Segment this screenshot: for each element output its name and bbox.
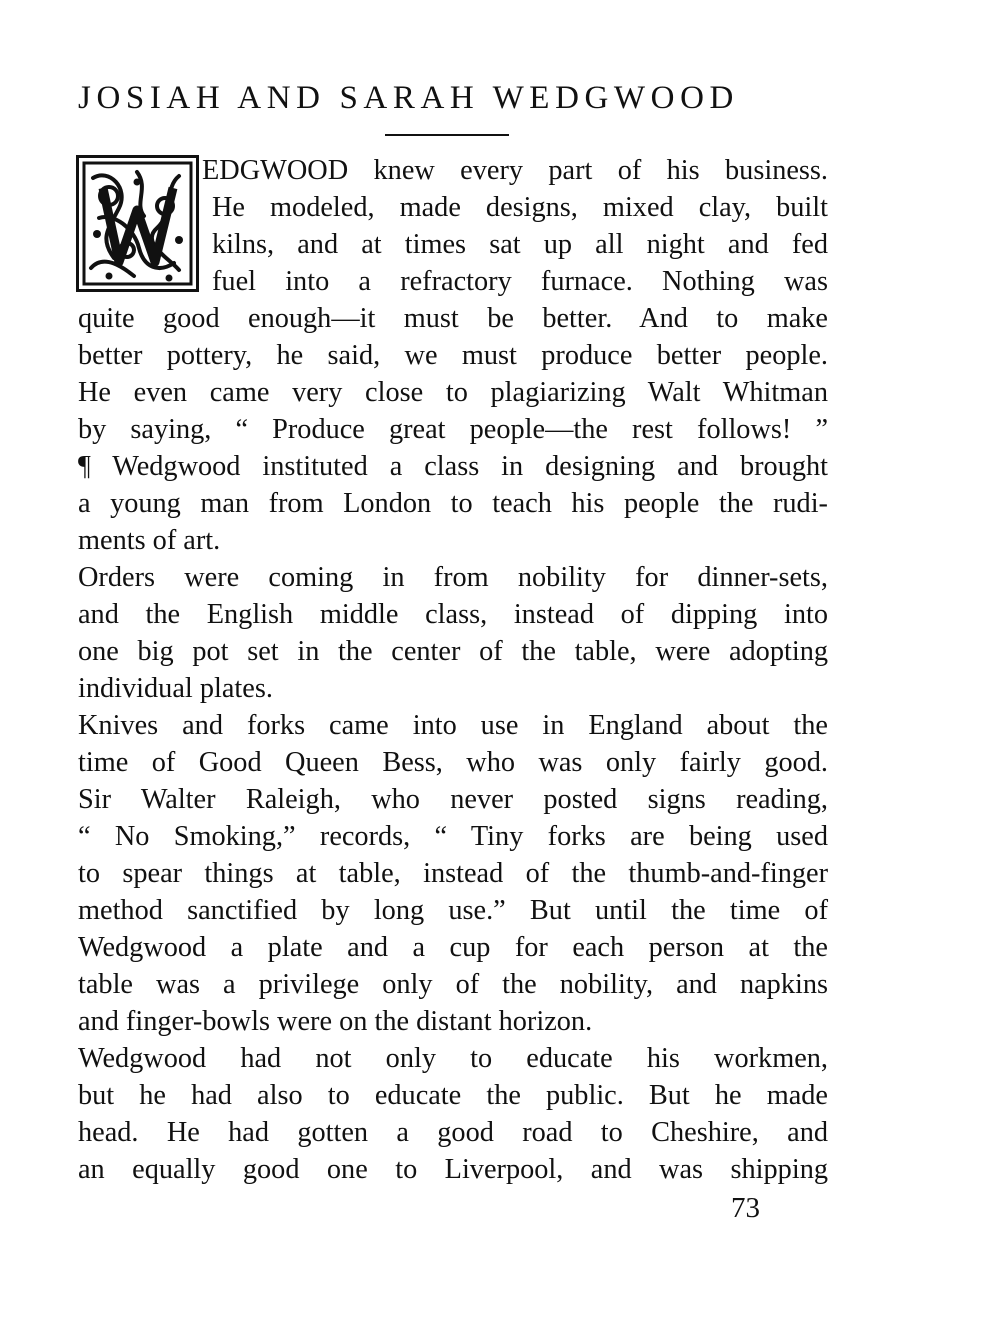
text-line: He even came very close to plagiarizing Walt Whitman <box>78 377 828 408</box>
text-line: Sir Walter Raleigh, who never posted signs reading, <box>78 784 828 815</box>
text-line: to spear things at table, instead of the thumb-and-finger <box>78 858 828 889</box>
text-line: by saying, “ Produce great people—the rest follows! ” <box>78 414 828 445</box>
text-line: Orders were coming in from nobility for dinner-sets, <box>78 562 828 593</box>
text-line: individual plates. <box>78 673 273 704</box>
title-rule <box>385 134 509 136</box>
text-line: but he had also to educate the public. But he made <box>78 1080 828 1111</box>
running-head: JOSIAH AND SARAH WEDGWOOD <box>78 80 739 116</box>
text-line: kilns, and at times sat up all night and fed <box>212 229 828 260</box>
text-line: an equally good one to Liverpool, and was shipping <box>78 1154 828 1185</box>
text-line: one big pot set in the center of the table, were adopting <box>78 636 828 667</box>
text-line: EDGWOOD knew every part of his business. <box>202 155 828 186</box>
text-line: Wedgwood had not only to educate his workmen, <box>78 1043 828 1074</box>
text-line: He modeled, made designs, mixed clay, built <box>212 192 828 223</box>
text-line: time of Good Queen Bess, who was only fairly good. <box>78 747 828 778</box>
text-line: quite good enough—it must be better. And to make <box>78 303 828 334</box>
ornamental-initial-w-icon <box>76 155 199 292</box>
text-line: ments of art. <box>78 525 221 556</box>
text-line: better pottery, he said, we must produce better people. <box>78 340 828 371</box>
text-line: Knives and forks came into use in England about the <box>78 710 828 741</box>
text-line: a young man from London to teach his people the rudi- <box>78 488 828 519</box>
text-line: fuel into a refractory furnace. Nothing was <box>212 266 828 297</box>
text-line: Wedgwood a plate and a cup for each person at the <box>78 932 828 963</box>
text-line: table was a privilege only of the nobility, and napkins <box>78 969 828 1000</box>
text-line: “ No Smoking,” records, “ Tiny forks are being used <box>78 821 828 852</box>
page-number: 73 <box>731 1192 760 1224</box>
text-line: ¶ Wedgwood instituted a class in designing and brought <box>78 451 828 482</box>
text-line: and finger-bowls were on the distant horizon. <box>78 1006 593 1037</box>
text-line: and the English middle class, instead of dipping into <box>78 599 828 630</box>
text-line: head. He had gotten a good road to Cheshire, and <box>78 1117 828 1148</box>
text-line: method sanctified by long use.” But until the time of <box>78 895 828 926</box>
